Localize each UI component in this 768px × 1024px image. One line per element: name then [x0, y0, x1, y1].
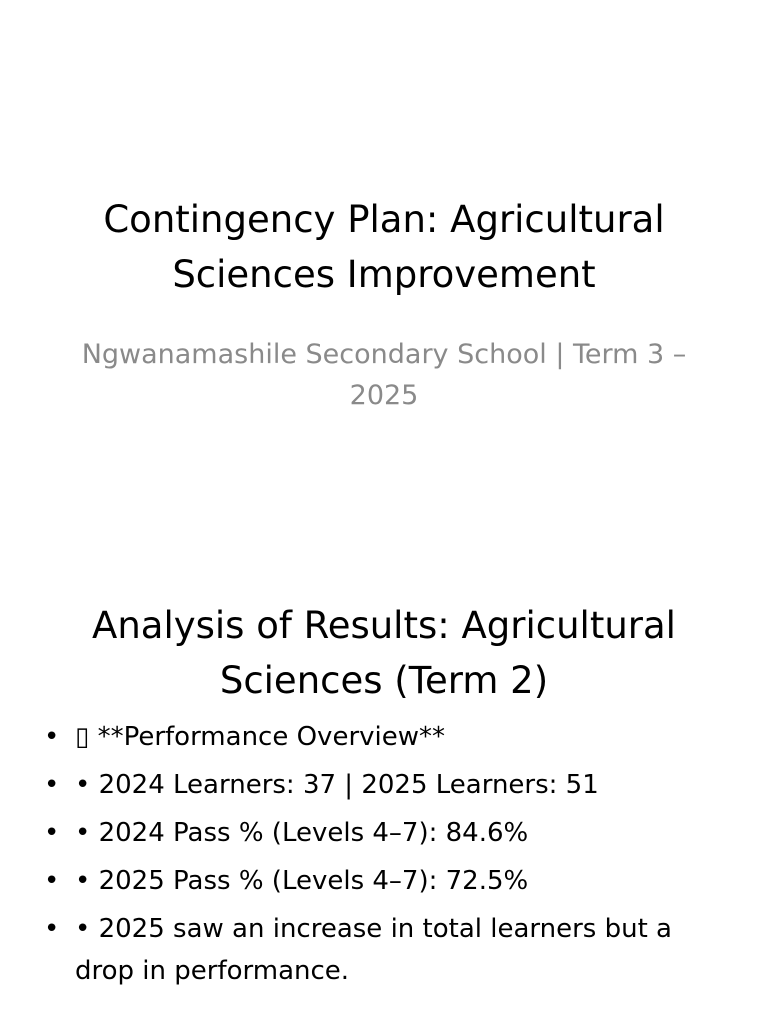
- list-item-text: • 2024 Learners: 37 | 2025 Learners: 51: [75, 770, 599, 800]
- bullet-marker: •: [44, 914, 60, 944]
- list-item: [40, 716, 728, 758]
- list-item-text: • 2025 Pass % (Levels 4–7): 72.5%: [75, 866, 529, 896]
- bullet-marker: •: [44, 866, 60, 896]
- list-item: [40, 860, 728, 902]
- bullet-marker: •: [44, 722, 60, 752]
- analysis-slide: [0, 512, 768, 1024]
- bullet-marker: •: [44, 818, 60, 848]
- slide-subtitle: Ngwanamashile Secondary School | Term 3 – 2025: [81, 339, 687, 411]
- bullet-list: [40, 716, 728, 998]
- list-item-text: • 2024 Pass % (Levels 4–7): 84.6%: [75, 818, 529, 848]
- list-item: [40, 764, 728, 806]
- bullet-marker: •: [44, 770, 60, 800]
- list-item: [40, 908, 728, 992]
- slide-title: Analysis of Results: Agricultural Sciences (Term 2): [92, 604, 676, 702]
- slide-title: Contingency Plan: Agricultural Sciences Improvement: [103, 198, 665, 296]
- list-item: [40, 812, 728, 854]
- list-item-text: • 2025 saw an increase in total learners but a drop in performance.: [75, 914, 672, 986]
- list-item-text: ▯ **Performance Overview**: [75, 722, 446, 752]
